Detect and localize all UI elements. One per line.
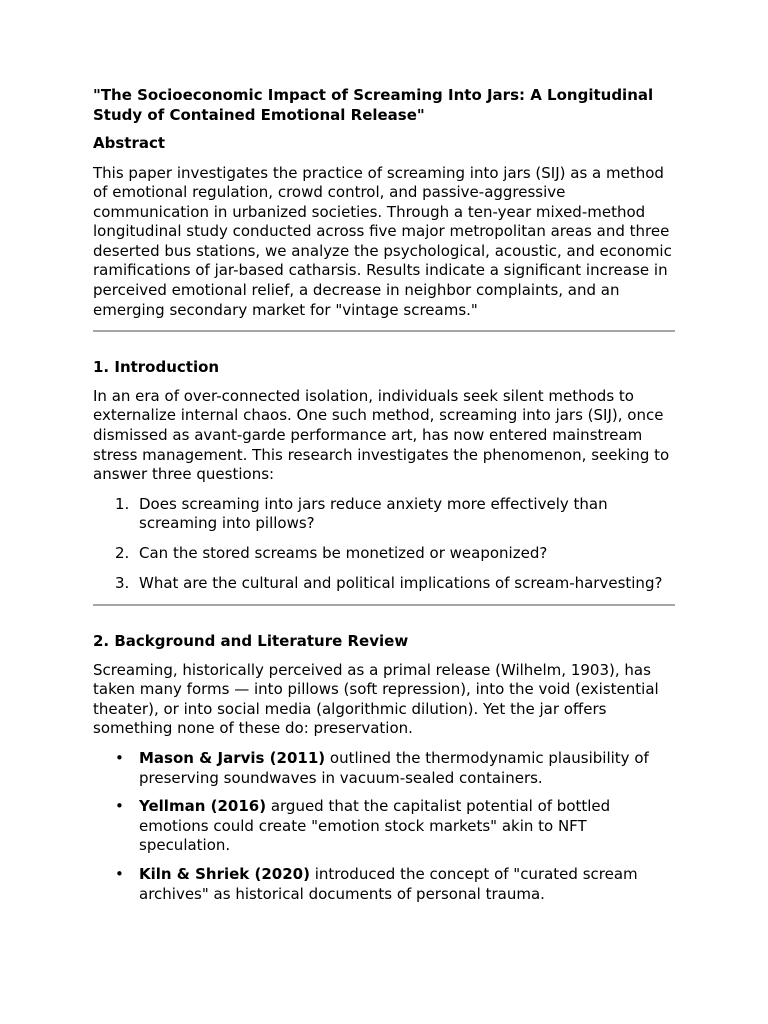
list-item (93, 574, 675, 594)
reference-author: Yellman (2016) (139, 797, 267, 816)
question-text: What are the cultural and political implications of scream-harvesting? (139, 573, 663, 592)
research-questions-list (93, 495, 675, 593)
bullet-icon: • (115, 864, 124, 883)
bullet-icon: • (115, 797, 124, 816)
reference-text: introduced the concept of "curated scream archives" as historical documents of personal trauma. (139, 864, 638, 903)
question-text: Can the stored screams be monetized or weaponized? (139, 543, 548, 562)
reference-text: argued that the capitalist potential of bottled emotions could create "emotion stock markets" akin to NFT speculation. (139, 797, 611, 855)
reference-text: outlined the thermodynamic plausibility of preserving soundwaves in vacuum-sealed containers. (139, 748, 649, 787)
list-number: 1. (115, 494, 130, 513)
abstract-text: This paper investigates the practice of screaming into jars (SIJ) as a method of emotional regulation, crowd control, and passive-aggressive communication in urbanized societies. Through a ten-year mixed-method longitudinal study conducted across five major metropolitan areas and three deserted bus stations, we analyze the psychological, acoustic, and economic ramifications of jar-based catharsis. Results indicate a significant increase in perceived emotional relief, a decrease in neighbor complaints, and an emerging secondary market for "vintage screams." (93, 163, 672, 319)
list-item (93, 495, 675, 534)
background-text: Screaming, historically perceived as a primal release (Wilhelm, 1903), has taken many forms — into pillows (soft repression), into the void (existential theater), or into social media (algorithmic dilution). Yet the jar offers something none of these do: preservation. (93, 660, 659, 738)
section-divider (93, 330, 675, 332)
bullet-icon: • (115, 748, 124, 767)
reference-author: Kiln & Shriek (2020) (139, 864, 310, 883)
literature-list (93, 749, 675, 904)
paper-title: "The Socioeconomic Impact of Screaming Into Jars: A Longitudinal Study of Contained Emotional Release" (93, 86, 654, 124)
list-item (93, 749, 675, 788)
background-heading: 2. Background and Literature Review (93, 632, 409, 651)
introduction-text: In an era of over-connected isolation, individuals seek silent methods to externalize internal chaos. One such method, screaming into jars (SIJ), once dismissed as avant-garde performance art, has now entered mainstream stress management. This research investigates the phenomenon, seeking to answer three questions: (93, 386, 670, 484)
abstract-heading: Abstract (93, 134, 166, 152)
list-number: 2. (115, 543, 130, 562)
list-item (93, 865, 675, 904)
question-text: Does screaming into jars reduce anxiety more effectively than screaming into pillows? (139, 494, 608, 533)
introduction-heading: 1. Introduction (93, 358, 220, 377)
section-divider (93, 604, 675, 606)
list-item (93, 797, 675, 856)
reference-author: Mason & Jarvis (2011) (139, 748, 326, 767)
list-number: 3. (115, 573, 130, 592)
list-item (93, 544, 675, 564)
